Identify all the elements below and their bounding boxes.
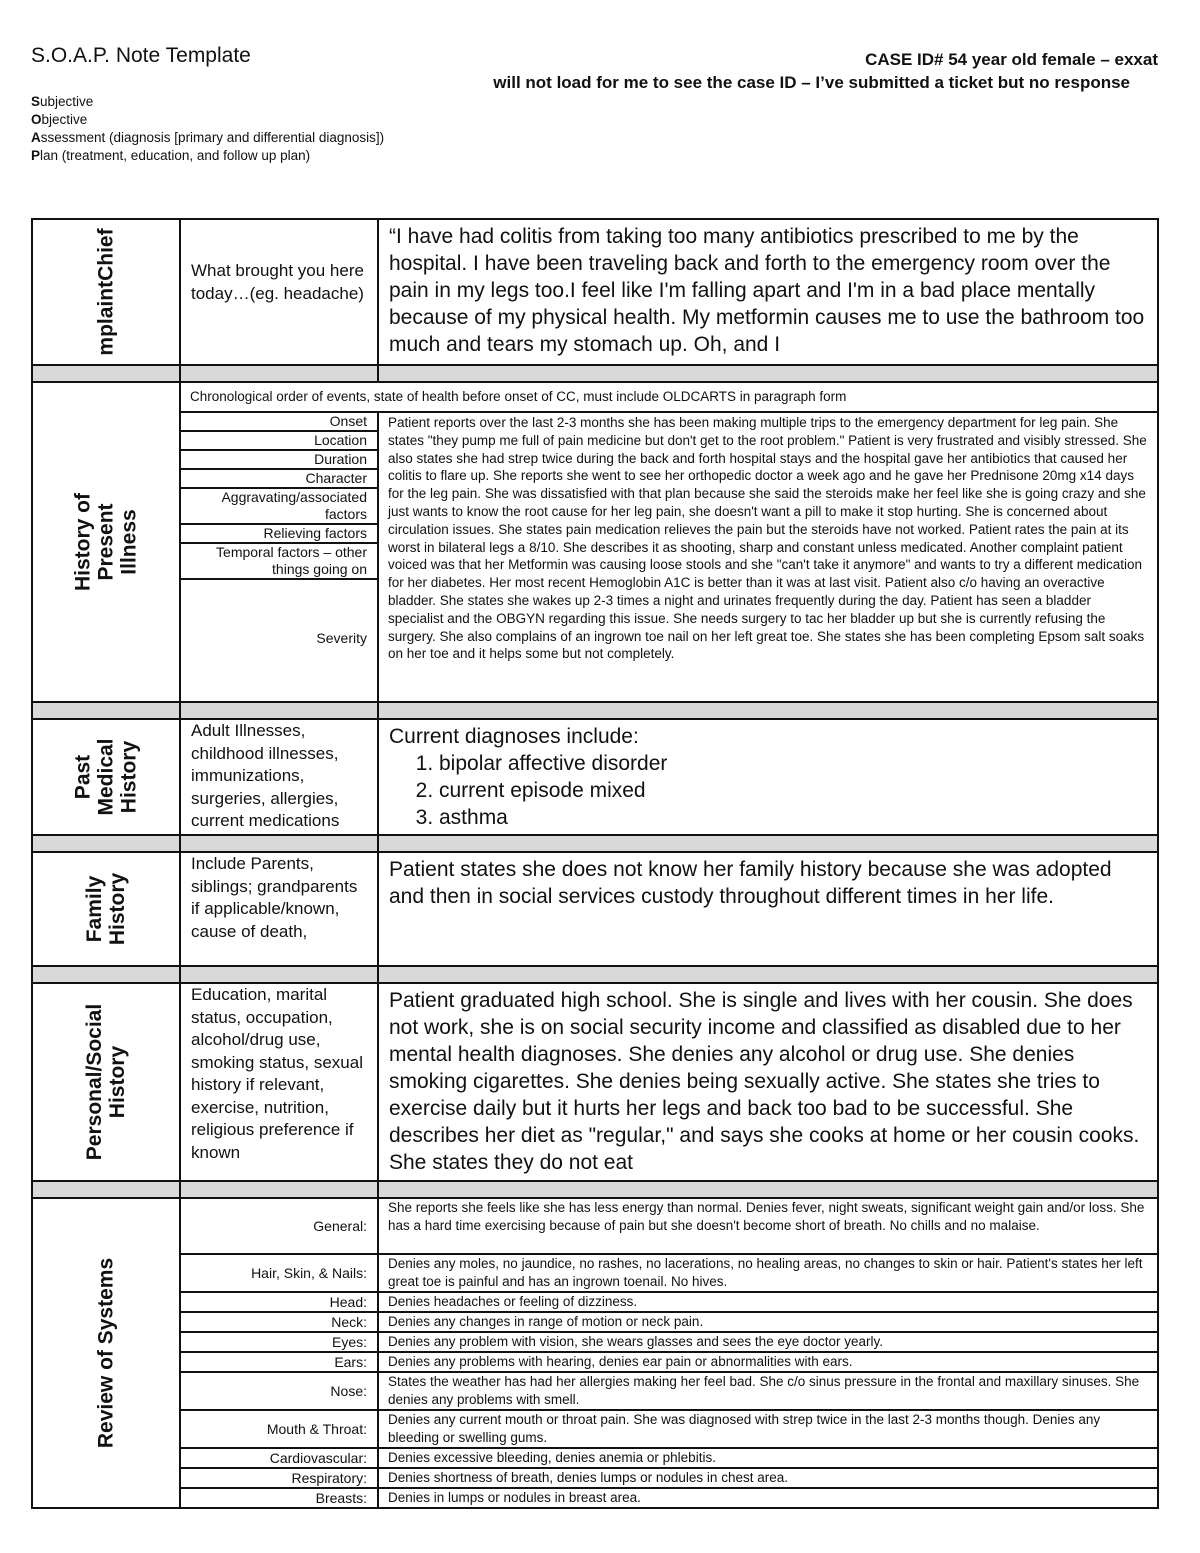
pmh-diagnosis-item: 1. bipolar affective disorder <box>439 750 1147 777</box>
ros-row <box>32 1410 1158 1448</box>
social-prompt: Education, marital status, occupation, alcohol/drug use, smoking status, sexual history if relevant, exercise, nutrition, religious preference if known <box>191 985 363 1162</box>
hpi-text: Patient reports over the last 2-3 months she has been making multiple trips to the emergency department for leg pain. She states "they pump me full of pain medicine but don't get to the root problem." Patient is very frustrated and visibly stressed. She also states she had strep twice during the back and forth hospital stays and the hospital gave her antibiotics that caused her colitis to flare up. She reports she went to see her orthopedic doctor a week ago and he gave her Prednisone 20mg x14 days for the leg pain. She was dissatisfied with that plan because she said the steroids make her feel like she is going crazy and she just wants to know the root cause for her leg pain, she doesn't want a pill to make it stop hurting. She is concerned about circulation issues. She states pain medication relieves the pain but the steroids have not worked. Patient rates the pain at its worst in bilateral legs a 8/10. She describes it as shooting, sharp and constant unless medicated. Another complaint patient voiced was that her Metformin was causing loose stools and she "can't take it anymore" and wants to try a different medication for her diabetes. Her most recent Hemoglobin A1C is better than it was at last visit. Patient also c/o having an overactive bladder. She states she wakes up 2-3 times a night and urinates frequently during the day. Patient has seen a bladder specialist and the OBGYN regarding this issue. She needs surgery to tac her bladder up but she is currently refusing the surgery. She also complains of an ingrown toe nail on her left great toe. She states she has been completing Epsom salt soaks on her toe and it helps some but not completely. <box>388 415 1147 662</box>
ros-row <box>32 1448 1158 1468</box>
ros-head-label: Head: <box>180 1292 378 1312</box>
case-id-line <box>358 48 1158 94</box>
soap-note-table <box>31 218 1159 1509</box>
family-row <box>32 852 1158 966</box>
hpi-label: History of Present Illness <box>71 492 141 592</box>
separator-row <box>32 702 1158 719</box>
family-answer-cell <box>378 852 1158 966</box>
ros-neck-text: Denies any changes in range of motion or neck pain. <box>378 1312 1158 1332</box>
pmh-intro: Current diagnoses include: <box>389 725 639 748</box>
ros-eyes-text: Denies any problem with vision, she wears glasses and sees the eye doctor yearly. <box>378 1332 1158 1352</box>
chief-complaint-answer-cell <box>378 219 1158 365</box>
separator-row <box>32 1181 1158 1198</box>
ros-skin-text: Denies any moles, no jaundice, no rashes, no lacerations, no healing areas, no changes to skin or hair. Patient's states her left great toe is painful and has an ingrown toenail. No hives. <box>378 1254 1158 1292</box>
separator-row <box>32 966 1158 983</box>
pmh-row <box>32 719 1158 835</box>
legend-objective: Objective <box>31 112 88 127</box>
family-label: Family History <box>83 872 129 946</box>
social-label: Personal/Social History <box>83 1003 129 1161</box>
chief-complaint-row <box>32 219 1158 365</box>
legend-plan: Plan (treatment, education, and follow up plan) <box>31 148 311 163</box>
family-prompt-cell <box>180 852 378 966</box>
ros-row <box>32 1254 1158 1292</box>
pmh-prompt: Adult Illnesses, childhood illnesses, immunizations, surgeries, allergies, current medications <box>191 721 340 830</box>
oldcarts-duration: Duration <box>181 451 377 470</box>
case-id-line-2: will not load for me to see the case ID – I’ve submitted a ticket but no response <box>493 73 1130 92</box>
ros-mouth-label: Mouth & Throat: <box>180 1410 378 1448</box>
oldcarts-relieving: Relieving factors <box>181 525 377 544</box>
oldcarts-temporal: Temporal factors – other things going on <box>181 544 377 580</box>
pmh-label: Past Medical History <box>71 738 141 816</box>
oldcarts-cell <box>180 412 378 702</box>
ros-cardio-text: Denies excessive bleeding, denies anemia or phlebitis. <box>378 1448 1158 1468</box>
social-prompt-cell <box>180 983 378 1181</box>
ros-ears-text: Denies any problems with hearing, denies ear pain or abnormalities with ears. <box>378 1352 1158 1372</box>
ros-general-label: General: <box>180 1198 378 1254</box>
ros-eyes-label: Eyes: <box>180 1332 378 1352</box>
ros-ears-label: Ears: <box>180 1352 378 1372</box>
ros-cardio-label: Cardiovascular: <box>180 1448 378 1468</box>
case-id-line-1: CASE ID# 54 year old female – exxat <box>865 50 1158 69</box>
social-row <box>32 983 1158 1181</box>
oldcarts-location: Location <box>181 432 377 451</box>
oldcarts-onset: Onset <box>181 413 377 432</box>
oldcarts-severity: Severity <box>316 630 367 646</box>
ros-nose-text: States the weather has had her allergies making her feel bad. She c/o sinus pressure in the frontal and maxillary sinuses. She denies any problems with smell. <box>378 1372 1158 1410</box>
chief-complaint-label-cell <box>32 219 180 365</box>
ros-respiratory-text: Denies shortness of breath, denies lumps or nodules in chest area. <box>378 1468 1158 1488</box>
ros-general-text: She reports she feels like she has less energy than normal. Denies fever, night sweats, significant weight gain and/or loss. She has a hard time exercising because of pain but she doesn't become short of breath. No chills and no malaise. <box>378 1198 1158 1254</box>
ros-row <box>32 1332 1158 1352</box>
family-prompt: Include Parents, siblings; grandparents if applicable/known, cause of death, <box>191 854 358 941</box>
ros-nose-label: Nose: <box>180 1372 378 1410</box>
ros-head-text: Denies headaches or feeling of dizziness. <box>378 1292 1158 1312</box>
ros-breasts-label: Breasts: <box>180 1488 378 1508</box>
ros-row <box>32 1352 1158 1372</box>
document-title: S.O.A.P. Note Template <box>31 44 251 67</box>
ros-breasts-text: Denies in lumps or nodules in breast area. <box>378 1488 1158 1508</box>
social-text: Patient graduated high school. She is single and lives with her cousin. She does not work, she is on social security income and classified as disabled due to her mental health diagnoses. She denies any alcohol or drug use. She denies smoking cigarettes. She denies being sexually active. She states she tries to exercise daily but it hurts her legs and back too bad to be successful. She describes her diet as "regular," and says she cooks at home or her cousin cooks. She states they do not eat <box>389 989 1140 1174</box>
ros-mouth-text: Denies any current mouth or throat pain. She was diagnosed with strep twice in the last 2-3 months though. Denies any bleeding or swelling gums. <box>378 1410 1158 1448</box>
ros-neck-label: Neck: <box>180 1312 378 1332</box>
hpi-label-cell <box>32 382 180 702</box>
ros-row <box>32 1312 1158 1332</box>
soap-legend <box>31 93 384 165</box>
chief-complaint-text: “I have had colitis from taking too many antibiotics prescribed to me by the hospital. I have been traveling back and forth to the emergency room over the pain in my legs too.I feel like I'm falling apart and I'm in a bad place mentally because of my physical health. My metformin causes me to use the bathroom too much and tears my stomach up. Oh, and I <box>389 225 1145 356</box>
ros-row <box>32 1198 1158 1254</box>
social-answer-cell <box>378 983 1158 1181</box>
pmh-label-cell <box>32 719 180 835</box>
ros-row <box>32 1468 1158 1488</box>
family-text: Patient states she does not know her family history because she was adopted and then in social services custody throughout different times in her life. <box>389 858 1112 908</box>
hpi-content-row <box>32 412 1158 702</box>
chief-complaint-prompt-cell <box>180 219 378 365</box>
family-label-cell <box>32 852 180 966</box>
ros-skin-label: Hair, Skin, & Nails: <box>180 1254 378 1292</box>
ros-row <box>32 1488 1158 1508</box>
oldcarts-list <box>181 413 377 695</box>
ros-label: Review of Systems <box>94 1257 118 1449</box>
legend-assessment: Assessment (diagnosis [primary and differential diagnosis]) <box>31 130 385 145</box>
hpi-row <box>32 382 1158 412</box>
pmh-diagnosis-item: 2. current episode mixed <box>439 777 1147 804</box>
legend-subjective: Subjective <box>31 94 94 109</box>
pmh-answer-cell <box>378 719 1158 835</box>
ros-row <box>32 1292 1158 1312</box>
pmh-diagnosis-list <box>379 750 1157 831</box>
ros-respiratory-label: Respiratory: <box>180 1468 378 1488</box>
pmh-prompt-cell <box>180 719 378 835</box>
ros-row <box>32 1372 1158 1410</box>
social-label-cell <box>32 983 180 1181</box>
ros-label-cell <box>32 1198 180 1508</box>
separator-row <box>32 365 1158 382</box>
hpi-header-cell <box>180 382 1158 412</box>
pmh-diagnosis-item: 3. asthma <box>439 804 1147 831</box>
separator-row <box>32 835 1158 852</box>
oldcarts-aggravating: Aggravating/associated factors <box>181 489 377 525</box>
hpi-answer-cell <box>378 412 1158 702</box>
hpi-header: Chronological order of events, state of health before onset of CC, must include OLDCARTS in paragraph form <box>190 389 847 404</box>
chief-complaint-label: mplaintChief <box>94 228 118 356</box>
chief-complaint-prompt: What brought you here today…(eg. headache) <box>191 261 364 303</box>
oldcarts-character: Character <box>181 470 377 489</box>
